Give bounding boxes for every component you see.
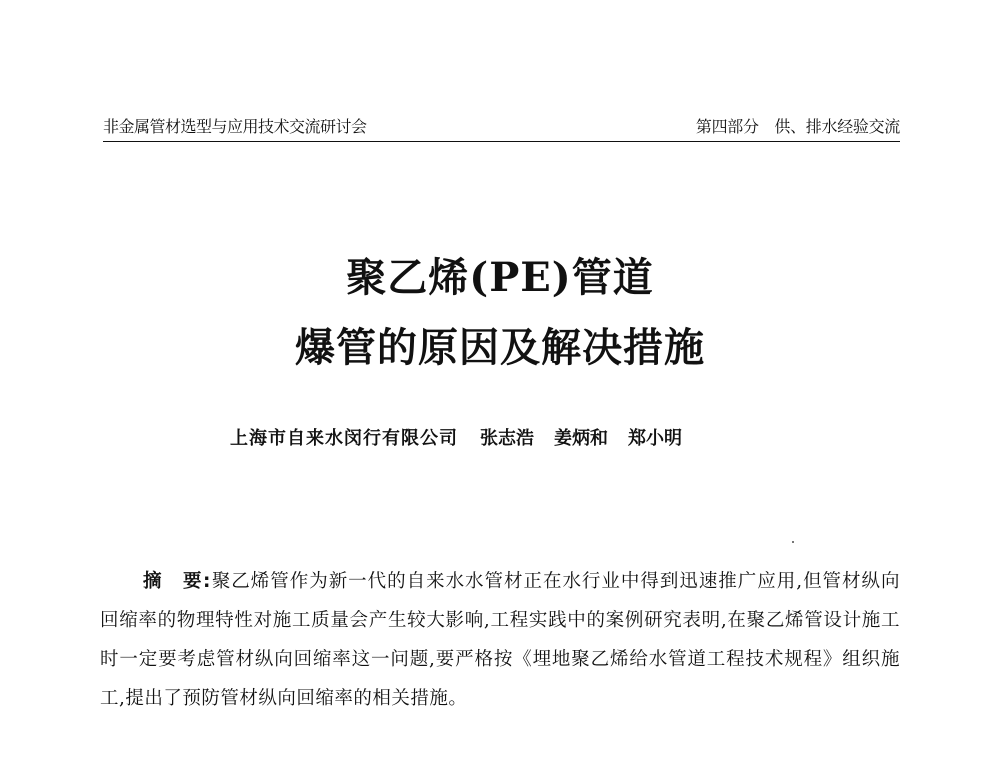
abstract-label: 摘 要: — [143, 571, 212, 592]
section-name: 第四部分 供、排水经验交流 — [695, 117, 900, 136]
affiliation: 上海市自来水闵行有限公司 — [230, 428, 458, 449]
abstract — [100, 562, 900, 718]
abstract-text: 聚乙烯管作为新一代的自来水水管材正在水行业中得到迅速推广应用,但管材纵向回缩率的物理特性对施工质量会产生较大影响,工程实践中的案例研究表明,在聚乙烯管设计施工时一定要考虑管材纵向回缩率这一问题,要严格按《埋地聚乙烯给水管道工程技术规程》组织施工,提出了预防管材纵向回缩率的相关措施。 — [100, 571, 900, 709]
author-3: 郑小明 — [628, 428, 682, 449]
conference-name: 非金属管材选型与应用技术交流研讨会 — [103, 117, 367, 136]
byline — [230, 427, 682, 451]
running-header — [103, 117, 900, 145]
scan-speck — [792, 541, 794, 543]
paper-title-line-1: 聚乙烯(PE)管道 — [346, 254, 654, 301]
author-1: 张志浩 — [480, 428, 534, 449]
header-rule — [103, 141, 900, 142]
paper-title-line-2: 爆管的原因及解决措施 — [295, 324, 705, 371]
author-2: 姜炳和 — [554, 428, 608, 449]
